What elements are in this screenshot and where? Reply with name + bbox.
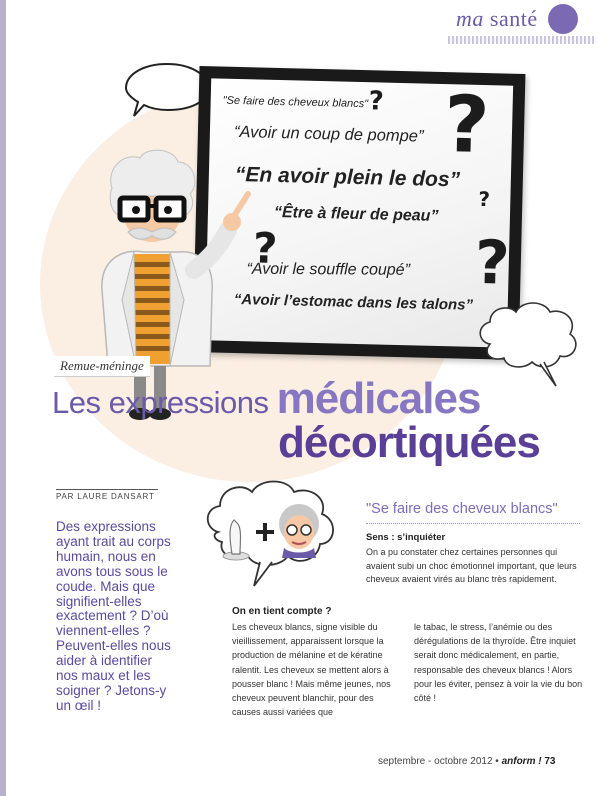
title-line-2: décortiquées <box>278 418 540 467</box>
section-header <box>442 4 576 36</box>
question-mark-icon: ? <box>443 80 491 172</box>
header-dotted-rule <box>448 36 596 44</box>
byline: PAR LAURE DANSART <box>56 492 155 501</box>
board-quote-5: “Avoir le souffle coupé” <box>246 260 410 279</box>
page-footer <box>378 756 555 767</box>
question-mark-icon: ? <box>473 227 511 299</box>
question-mark-icon: ? <box>252 223 279 274</box>
article-column-2: le tabac, le stress, l’anémie ou des dérégulations de la thyroïde. Être inquiet serait donc médicalement, en partie, responsable des cheveux blancs ! Alors pour les éviter, pensez à voir la vie du bon côté ! <box>414 622 583 704</box>
title-part-2: médicales <box>276 374 481 423</box>
article-title: "Se faire des cheveux blancs" <box>366 501 558 517</box>
page-number: 73 <box>544 756 556 767</box>
page-edge-rule <box>0 0 6 796</box>
thought-cloud-icon <box>196 474 346 592</box>
issue-date: septembre - octobre 2012 • <box>378 756 499 767</box>
article-title-rule <box>366 523 580 524</box>
page-title <box>52 374 480 424</box>
thought-cloud-icon <box>470 296 586 392</box>
board-quote-2: “Avoir un coup de pompe” <box>233 122 424 146</box>
meaning-text: On a pu constater chez certaines personnes qui avaient subi un choc émotionnel important, que leurs cheveux avaient virés au blanc très rapidement. <box>366 547 577 585</box>
intro-text: Des expressions ayant trait au corps humain, nous en avons tous sous le coude. Mais que signifient-elles exactement ? D’où viennent-elles ? Peuvent-elles nous aider à identifier nos maux et les soigner ? Jetons-y un œil ! <box>56 519 171 713</box>
byline-rule <box>56 489 158 490</box>
section-title-word: santé <box>489 6 538 31</box>
board-quote-1: "Se faire des cheveux blancs" <box>222 94 369 111</box>
board-quote-4: “Être à fleur de peau” <box>273 203 439 225</box>
article-column-1: Les cheveux blancs, signe visible du vieillissement, apparaissent lorsque la production de mélanine et de kératine ralentit. Les cheveux se mettent alors à pousser blanc ! Mais même jeunes, nos cheveux peuvent blanchir, pour des causes aussi variées que <box>232 622 391 718</box>
board-quote-6: “Avoir l’estomac dans les talons” <box>233 290 474 314</box>
consider-heading: On en tient compte ? <box>232 606 332 617</box>
title-part-1: Les expressions <box>52 385 277 420</box>
kicker-label: Remue-méninge <box>54 356 150 377</box>
question-mark-icon: ? <box>478 186 491 212</box>
meaning-heading: Sens : s’inquiéter <box>366 532 446 543</box>
section-title <box>456 6 538 32</box>
magazine-brand: anform ! <box>501 756 542 767</box>
board-quote-3: “En avoir plein le dos” <box>234 162 461 192</box>
section-title-italic: ma <box>456 6 484 31</box>
question-mark-icon: ? <box>368 86 385 117</box>
section-dot-icon <box>548 4 578 34</box>
